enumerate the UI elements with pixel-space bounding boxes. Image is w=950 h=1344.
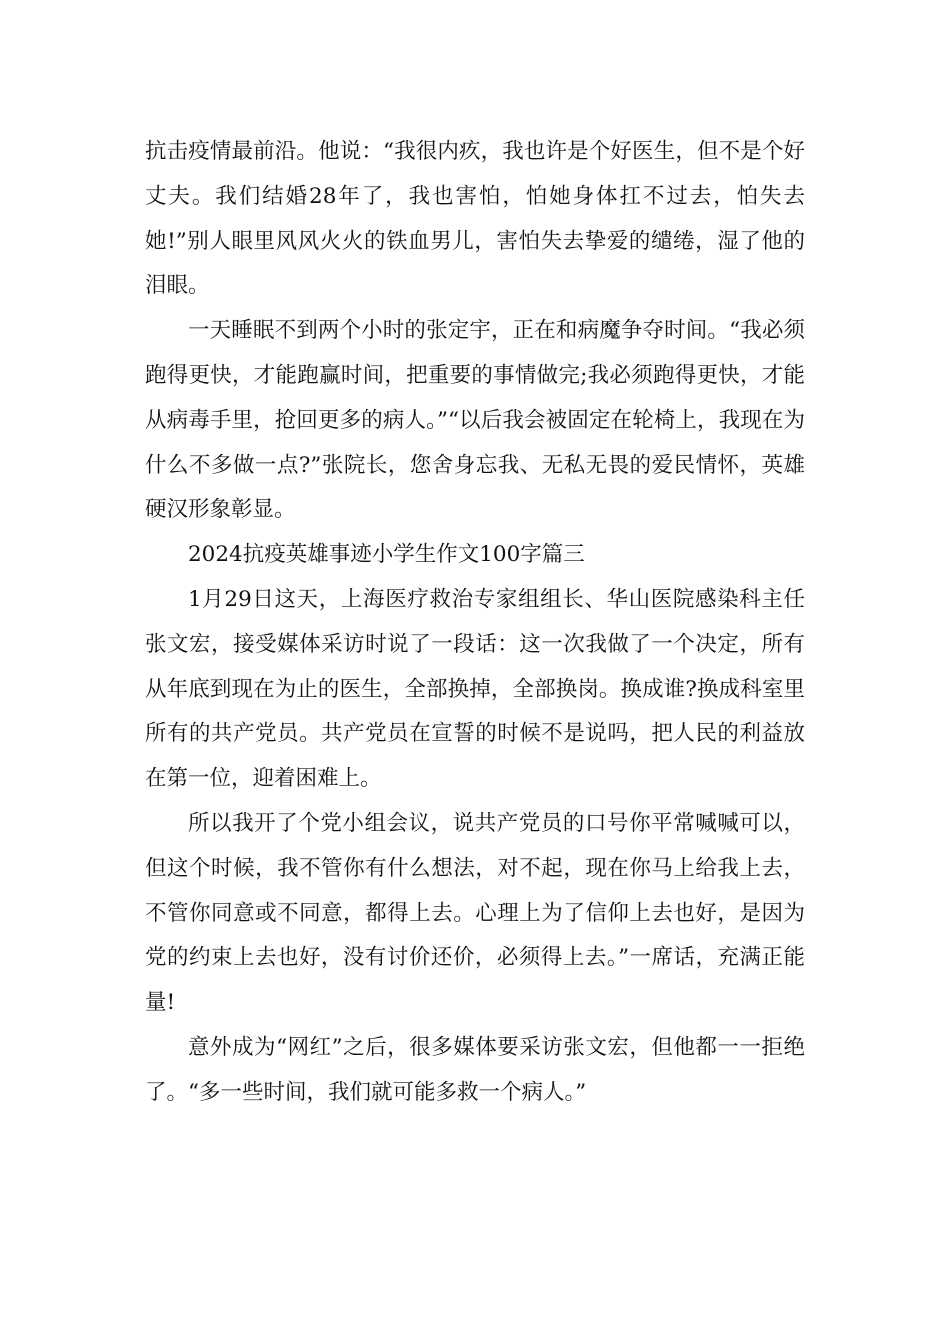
paragraph-continuation: 抗击疫情最前沿。他说：“我很内疚，我也许是个好医生，但不是个好丈夫。我们结婚28年了，我也害怕，怕她身体扛不过去，怕失去她!”别人眼里风风火火的铁血男儿，害怕失去挚爱的缱绻，湿了他的泪眼。 [145,139,805,299]
paragraph-party-meeting: 所以我开了个党小组会议，说共产党员的口号你平常喊喊可以，但这个时候，我不管你有什么想法，对不起，现在你马上给我上去，不管你同意或不同意，都得上去。心理上为了信仰上去也好，是因为党的约束上去也好，没有讨价还价，必须得上去。”一席话，充满正能量! [145,810,805,1016]
paragraph-declined-interviews: 意外成为“网红”之后，很多媒体要采访张文宏，但他都一一拒绝了。“多一些时间，我们就可能多救一个病人。” [145,1034,805,1105]
body-text [145,130,805,1116]
paragraph-zhang-wenhong-decision: 1月29日这天，上海医疗救治专家组组长、华山医院感染科主任张文宏，接受媒体采访时说了一段话：这一次我做了一个决定，所有从年底到现在为止的医生，全部换掉，全部换岗。换成谁?换成科室里所有的共产党员。共产党员在宣誓的时候不是说吗，把人民的利益放在第一位，迎着困难上。 [145,586,805,792]
section-heading: 2024抗疫英雄事迹小学生作文100字篇三 [188,542,585,568]
paragraph-zhang-dingyu: 一天睡眠不到两个小时的张定宇，正在和病魔争夺时间。“我必须跑得更快，才能跑赢时间，把重要的事情做完;我必须跑得更快，才能从病毒手里，抢回更多的病人。”“以后我会被固定在轮椅上，我现在为什么不多做一点?”张院长，您舍身忘我、无私无畏的爱民情怀，英雄硬汉形象彰显。 [145,318,805,523]
